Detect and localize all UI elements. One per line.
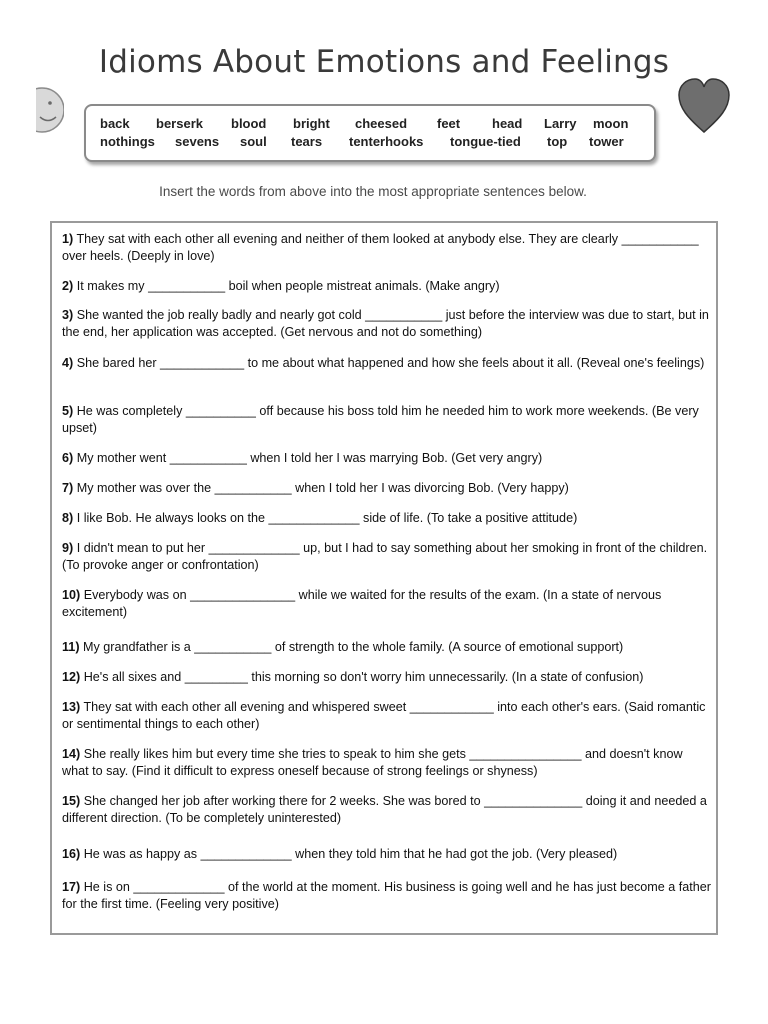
- word-bank-item: head: [492, 116, 523, 131]
- question-2: [62, 278, 712, 295]
- question-number: 7): [62, 481, 74, 495]
- question-number: 6): [62, 451, 74, 465]
- question-8: [62, 510, 712, 527]
- question-3: [62, 307, 712, 341]
- word-bank-item: cheesed: [355, 116, 408, 131]
- question-number: 1): [62, 232, 74, 246]
- question-text: He was completely __________ off because his boss told him he needed him to work more weekends. (Be very upset): [62, 404, 699, 435]
- word-bank-item: back: [100, 116, 130, 131]
- question-text: She bared her ____________ to me about what happened and how she feels about it all. (Reveal one's feelings): [76, 356, 705, 370]
- questions-box: [50, 221, 718, 935]
- question-number: 14): [62, 747, 81, 761]
- word-bank-item: bright: [293, 116, 330, 131]
- word-bank-item: feet: [437, 116, 461, 131]
- question-12: [62, 669, 712, 686]
- question-text: They sat with each other all evening and neither of them looked at anybody else. They are clearly ___________ over heels. (Deeply in love): [62, 232, 699, 263]
- question-17: [62, 879, 712, 913]
- question-text: She wanted the job really badly and nearly got cold ___________ just before the interview was due to start, but in the end, her application was accepted. (Get nervous and not do something): [62, 308, 709, 339]
- question-text: I didn't mean to put her _____________ up, but I had to say something about her smoking in front of the children. (To provoke anger or confrontation): [62, 541, 708, 572]
- word-bank-item: tears: [291, 134, 323, 149]
- question-7: [62, 480, 712, 497]
- question-text: It makes my ___________ boil when people mistreat animals. (Make angry): [76, 279, 500, 293]
- question-text: Everybody was on _______________ while we waited for the results of the exam. (In a state of nervous excitement): [62, 588, 662, 619]
- question-text: My mother was over the ___________ when I told her I was divorcing Bob. (Very happy): [76, 481, 569, 495]
- word-bank-item: tower: [589, 134, 624, 149]
- word-bank-item: berserk: [156, 116, 203, 131]
- question-number: 16): [62, 847, 81, 861]
- heart-icon: [676, 76, 732, 136]
- word-bank-item: moon: [593, 116, 629, 131]
- question-number: 2): [62, 279, 74, 293]
- question-number: 13): [62, 700, 81, 714]
- word-bank-item: soul: [240, 134, 267, 149]
- question-number: 15): [62, 794, 81, 808]
- smiley-face-icon: [36, 84, 64, 136]
- question-9: [62, 540, 712, 574]
- question-number: 17): [62, 880, 81, 894]
- instructions: Insert the words from above into the most appropriate sentences below.: [159, 184, 587, 199]
- question-6: [62, 450, 712, 467]
- word-bank-item: top: [547, 134, 568, 149]
- word-bank-item: sevens: [175, 134, 220, 149]
- question-text: My grandfather is a ___________ of strength to the whole family. (A source of emotional support): [83, 640, 624, 654]
- question-text: She really likes him but every time she tries to speak to him she gets ________________ and doesn't know what to say. (Find it difficult to express oneself because of strong feelings or shyness): [62, 747, 683, 778]
- question-text: She changed her job after working there for 2 weeks. She was bored to ______________ doing it and needed a different direction. (To be completely uninterested): [62, 794, 707, 825]
- question-number: 11): [62, 640, 80, 654]
- word-bank-item: Larry: [544, 116, 577, 131]
- question-text: They sat with each other all evening and whispered sweet ____________ into each other's ears. (Said romantic or sentimental things to each other): [62, 700, 706, 731]
- word-bank-item: blood: [231, 116, 267, 131]
- question-text: My mother went ___________ when I told her I was marrying Bob. (Get very angry): [76, 451, 543, 465]
- question-15: [62, 793, 712, 827]
- question-11: [62, 639, 712, 656]
- question-number: 5): [62, 404, 74, 418]
- question-text: He is on _____________ of the world at the moment. His business is going well and he has just become a father for the first time. (Feeling very positive): [62, 880, 711, 911]
- question-14: [62, 746, 712, 780]
- word-bank-item: tenterhooks: [349, 134, 424, 149]
- question-number: 4): [62, 356, 74, 370]
- question-10: [62, 587, 712, 621]
- question-13: [62, 699, 712, 733]
- question-text: He was as happy as _____________ when they told him that he had got the job. (Very pleased): [83, 847, 618, 861]
- question-number: 9): [62, 541, 74, 555]
- word-bank-item: tongue-tied: [450, 134, 521, 149]
- word-bank: [84, 104, 656, 162]
- page-title: Idioms About Emotions and Feelings: [98, 44, 670, 80]
- question-text: I like Bob. He always looks on the _____________ side of life. (To take a positive attitude): [76, 511, 578, 525]
- question-5: [62, 403, 712, 437]
- word-bank-item: nothings: [100, 134, 155, 149]
- question-text: He's all sixes and _________ this morning so don't worry him unnecessarily. (In a state of confusion): [83, 670, 644, 684]
- question-16: [62, 846, 712, 863]
- question-number: 10): [62, 588, 81, 602]
- question-1: [62, 231, 712, 265]
- question-number: 8): [62, 511, 74, 525]
- question-number: 12): [62, 670, 81, 684]
- question-number: 3): [62, 308, 74, 322]
- question-4: [62, 355, 712, 372]
